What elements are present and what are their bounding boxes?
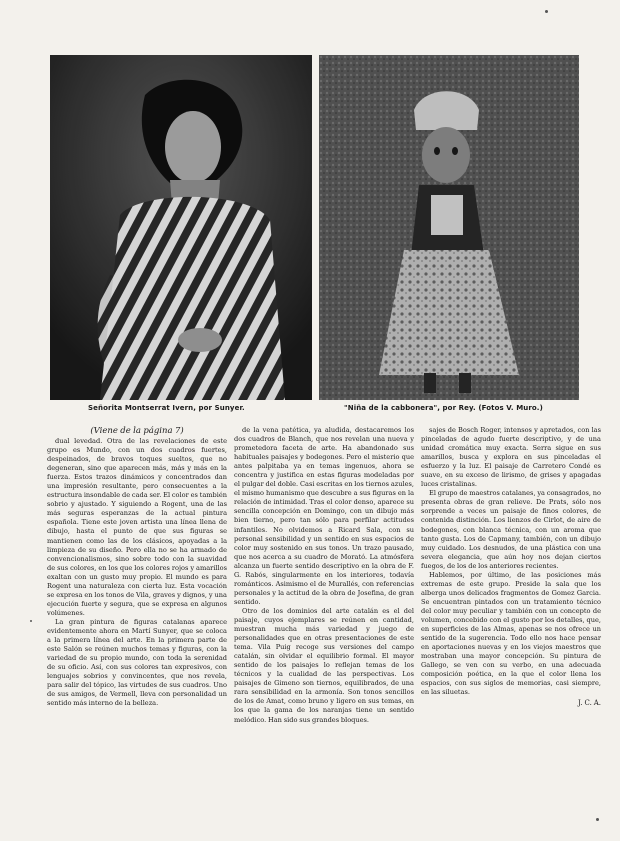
painting-photo-nina-cabbonera [319,55,579,400]
column-1-paragraph-1: dual levedad. Otra de las revelaciones de este grupo es Mundo, con un dos cuadros fuertes, despeinados, de bravos toques sueltos, que no degeneran, sino que aparecen más, más y más en la fuerza. Estos trazos dinámicos y concentrados dan una impresión resultante, pero consecuentes a la estructura insondable de cada ser. El color es también sobrio y ajustado. Y siguiendo a Rogent, una de las más seguras esperanzas de la actual pintura española. Tiene este joven artista una línea llena de dibujo, hasta el punto de que sus figuras se mantienen como las de los clásicos, apoyadas a la limpieza de su diseño. Pero ella no se ha armado de convencionalismos, sino sobre todo con la suavidad de sus colores, en los que los colores rojos y amarillos exaltan con un gusto muy propio. El mundo es para Rogent una naturaleza con cierta luz. Esta vocación se expresa en los tonos de Vila, graves y dignos, y una ejecución fuerte y segura, que se expresa en algunos volúmenes. [47,437,227,617]
continued-from-heading: (Viene de la página 7) [90,426,184,436]
column-3-paragraph-3: Hablemos, por último, de las posiciones más extremas de este grupo. Preside la sala que los alberga unos delicados fragmentos de Gomez Garcia. Se encuentran pintados con un tratamiento técnico del color muy peculiar y también con un concepto de volumen, concebido con el gusto por los detalles, que, en superficies de las Almas, apenas se nos ofrece un sentido de la sugerencia. Todo ello nos hace pensar en aportaciones nuevas y en los viejos maestros que mostraban una mayor concepción. Su pintura de Gallego, se ven con su verbo, en una adecuada composición poética, en la que el color llena los espacios, con sus siglos de memorias, casi siempre, en las siluetas. [421,570,601,697]
print-speck [596,818,599,821]
column-1-paragraph-2: La gran pintura de figuras catalanas aparece evidentemente ahora en Martí Sunyer, que se coloca a la primera línea del arte. En la primera parte de este Salón se reúnen muchos temas y figuras, con la variedad de su propio mundo, con toda la serenidad de su oficio. Así, con sus colores tan expresivos, con lenguajes sobrios y convincentes, que nos revela, para salir del tópico, las virtudes de sus cuadros. Uno de sus amigos, de Vermell, lleva con personalidad un sentido más interno de la belleza. [47,617,227,708]
portrait-caption: Señorita Montserrat Ivern, por Sunyer. [88,404,245,412]
print-speck [545,10,548,13]
portrait-photo-montserrat-ivern [50,55,312,400]
column-3-paragraph-1: sajes de Bosch Roger, intensos y apretados, con las pinceladas de agudo fuerte descriptivo, y de una unidad cromática muy exacta. Serra sigue en sus amarillos, busca y explora en sus pinceladas el esfuerzo y la luz. El paisaje de Carretero Condé es suave, en su exceso de lirismo, de grises y apagadas luces cristalinas. [421,426,601,489]
article-column-1 [47,426,227,708]
article-column-2 [234,426,414,725]
painting-photo-image [319,55,579,400]
column-2-paragraph-2: Otro de los dominios del arte catalán es el del paisaje, cuyos ejemplares se reúnen en cantidad, muestran mucha más variedad y juego de personalidades que en otras presentaciones de este tema. Vila Puig recoge sus versiones del campo catalán, sin olvidar el equilibrio formal. El mayor sentido de los paisajes lo reflejan temas de los técnicos y la cualidad de las perspectivas. Los paisajes de Gimeno son tiernos, equilibrados, de una rara sensibilidad en la armonía. Son tonos sencillos de los de Amat, como bruno y ligero en sus temas, en los que la gama de los naranjas tiene un sentido melódico. Han sido sus grandes bloques. [234,606,414,724]
author-signature: J. C. A. [578,699,601,708]
painting-caption: "Niña de la cabbonera", por Rey. (Fotos V. Muro.) [344,404,543,412]
print-speck [30,620,32,622]
column-2-paragraph-1: de la vena patética, ya aludida, destacaremos los dos cuadros de Blanch, que nos revelan una nueva y prometedora faceta de arte. Ha abandonado sus habituales paisajes y bodegones. Pero el misterio que antes palpitaba ya en temas ingenuos, ahora se concentra y justifica en estas figuras modeladas por el pulgar del doble. Casi escritas en los tiernos azules, el mismo humanismo que descubre a sus figuras en la relación de intimidad. Tras el color denso, aparece su sencilla concepción en Domingo, con un dibujo más bien tierno, pero tan sólo para perfilar actitudes infantiles. No olvidemos a Ricard Sala, con su personal sensibilidad y un sentido en sus espacios de color muy sostenido en sus tonos. Un trazo pausado, que nos acerca a su cuadro de Morató. La atmósfera alcanza un fuerte sentido descriptivo en la obra de F. G. Rabós, singularmente en los interiores, todavía románticos. Asimismo el de Murallés, con referencias personales y la actitud de la obra de Josefina, de gran sentido. [234,426,414,606]
portrait-photo-image [50,55,312,400]
column-3-paragraph-2: El grupo de maestros catalanes, ya consagrados, no presenta obras de gran relieve. De Prats, sólo nos sorprende a veces un paisaje de finos colores, de contenida distinción. Los lienzos de Cirlot, de aire de bodegones, con blanca técnica, con un aroma que tanto gusta. Los de Capmany, también, con un dibujo muy cuidado. Los desnudos, de una plástica con una severa elegancia, que aún hoy nos dejan ciertos fuegos, de los de los anteriores recientes. [421,489,601,570]
article-column-3 [421,426,601,708]
